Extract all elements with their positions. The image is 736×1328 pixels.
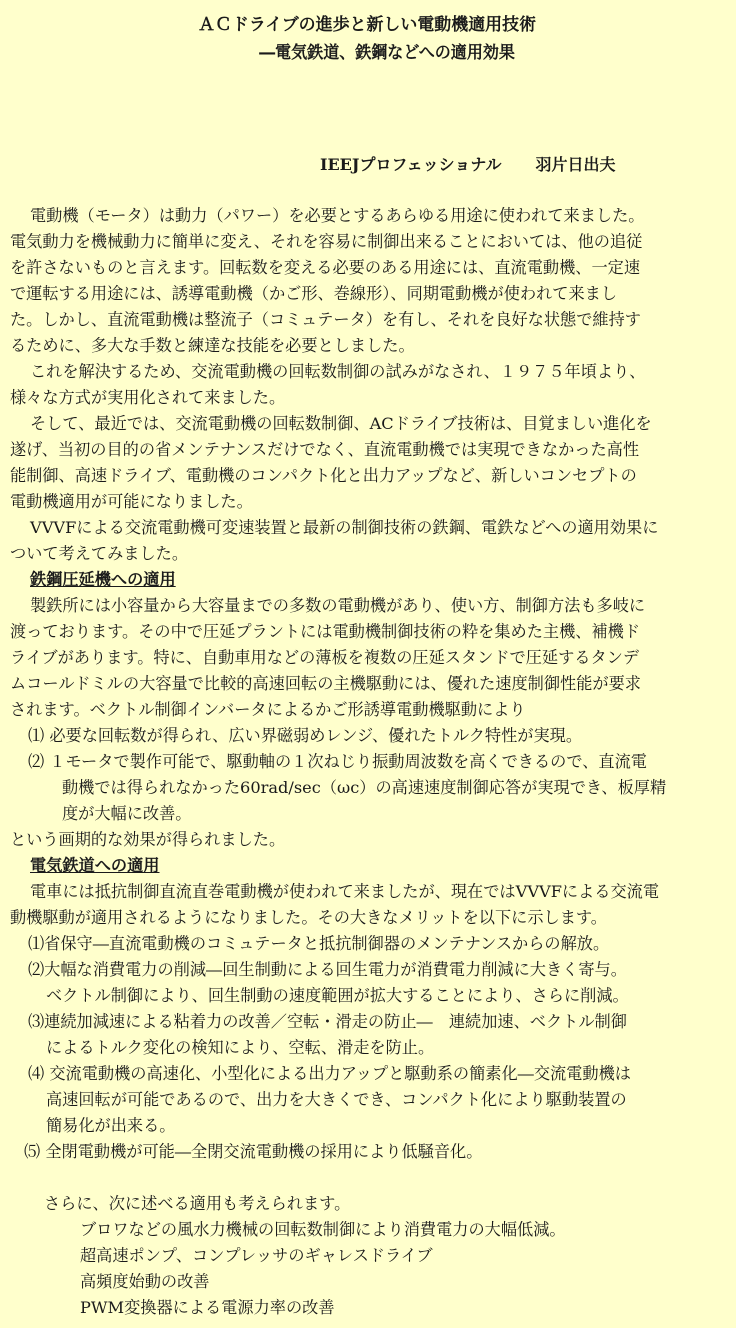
steel-line: 製鉄所には小容量から大容量までの多数の電動機があり、使い方、制御方法も多岐に bbox=[30, 596, 646, 615]
intro-line: た。しかし、直流電動機は整流子（コミュテータ）を有し、それを良好な状態で維持す bbox=[10, 310, 641, 329]
rail-list-item-cont: ベクトル制御により、回生制動の速度範囲が拡大することにより、さらに削減。 bbox=[46, 986, 629, 1005]
further-item: ブロワなどの風水力機械の回転数制御により消費電力の大幅低減。 bbox=[80, 1220, 566, 1239]
document-subtitle: ―電気鉄道、鉄鋼などへの適用効果 bbox=[259, 43, 515, 63]
steel-list-item: ⑴ 必要な回転数が得られ、広い界磁弱めレンジ、優れたトルク特性が実現。 bbox=[28, 726, 583, 745]
steel-list-item-cont: 度が大幅に改善。 bbox=[62, 804, 192, 823]
rail-list-item: ⑷ 交流電動機の高速化、小型化による出力アップと駆動系の簡素化―交流電動機は bbox=[28, 1064, 631, 1083]
intro-line: そして、最近では、交流電動機の回転数制御、ACドライブ技術は、目覚ましい進化を bbox=[30, 414, 652, 433]
intro-line: ついて考えてみました。 bbox=[10, 544, 189, 563]
steel-line: されます。ベクトル制御インバータによるかご形誘導電動機駆動により bbox=[10, 700, 526, 719]
intro-line: これを解決するため、交流電動機の回転数制御の試みがなされ、１９７５年頃より、 bbox=[30, 362, 646, 381]
rail-line: 動機駆動が適用されるようになりました。その大きなメリットを以下に示します。 bbox=[10, 908, 607, 927]
intro-line: 遂げ、当初の目的の省メンテナンスだけでなく、直流電動機では実現できなかった高性 bbox=[10, 440, 640, 459]
steel-line: ムコールドミルの大容量で比較的高速回転の主機駆動には、優れた速度制御性能が要求 bbox=[10, 674, 641, 693]
rail-list-item: ⑴省保守―直流電動機のコミュテータと抵抗制御器のメンテナンスからの解放。 bbox=[28, 934, 610, 953]
steel-line: 渡っております。その中で圧延プラントには電動機制御技術の粋を集めた主機、補機ド bbox=[10, 622, 641, 641]
steel-list-item-cont: 動機では得られなかった60rad/sec（ωc）の高速速度制御応答が実現でき、板厚精 bbox=[62, 778, 667, 797]
intro-line: で運転する用途には、誘導電動機（かご形、巻線形）、同期電動機が使われて来まし bbox=[10, 284, 618, 303]
intro-line: 能制御、高速ドライブ、電動機のコンパクト化と出力アップなど、新しいコンセプトの bbox=[10, 466, 637, 485]
further-item: PWM変換器による電源力率の改善 bbox=[80, 1298, 335, 1317]
document-title: ＡＣドライブの進歩と新しい電動機適用技術 bbox=[197, 15, 537, 35]
author-line bbox=[320, 152, 616, 175]
intro-line: るために、多大な手数と練達な技能を必要としました。 bbox=[10, 336, 415, 355]
further-item: 高頻度始動の改善 bbox=[80, 1272, 210, 1291]
rail-list-item-cont: 高速回転が可能であるので、出力を大きくでき、コンパクト化により駆動装置の bbox=[46, 1090, 627, 1109]
intro-line: 様々な方式が実用化されて来ました。 bbox=[10, 388, 286, 407]
steel-line: ライブがあります。特に、自動車用などの薄板を複数の圧延スタンドで圧延するタンデ bbox=[10, 648, 640, 667]
section-heading-rail: 電気鉄道への適用 bbox=[30, 856, 160, 875]
intro-line: VVVFによる交流電動機可変速装置と最新の制御技術の鉄鋼、電鉄などへの適用効果に bbox=[30, 518, 659, 537]
section-heading-steel: 鉄鋼圧延機への適用 bbox=[30, 570, 176, 589]
rail-list-item: ⑶連続加減速による粘着力の改善／空転・滑走の防止― 連続加速、ベクトル制御 bbox=[28, 1012, 627, 1031]
rail-list-item-cont: 簡易化が出来る。 bbox=[46, 1116, 176, 1135]
intro-line: 電動機適用が可能になりました。 bbox=[10, 492, 253, 511]
rail-list-item: ⑵大幅な消費電力の削減―回生制動による回生電力が消費電力削減に大きく寄与。 bbox=[28, 960, 627, 979]
rail-list-item-cont: によるトルク変化の検知により、空転、滑走を防止。 bbox=[46, 1038, 435, 1057]
intro-line: を許さないものと言えます。回転数を変える必要のある用途には、直流電動機、一定速 bbox=[10, 258, 641, 277]
intro-line: 電気動力を機械動力に簡単に変え、それを容易に制御出来ることにおいては、他の追従 bbox=[10, 232, 643, 251]
author-affiliation: IEEJプロフェッショナル bbox=[320, 155, 502, 174]
rail-line: 電車には抵抗制御直流直巻電動機が使われて来ましたが、現在ではVVVFによる交流電 bbox=[30, 882, 660, 901]
further-intro: さらに、次に述べる適用も考えられます。 bbox=[44, 1194, 351, 1213]
further-item: 超高速ポンプ、コンプレッサのギャレスドライブ bbox=[80, 1246, 433, 1265]
steel-list-item: ⑵ １モータで製作可能で、駆動軸の１次ねじり振動周波数を高くできるので、直流電 bbox=[28, 752, 647, 771]
rail-list-item: ⑸ 全閉電動機が可能―全閉交流電動機の採用により低騒音化。 bbox=[24, 1142, 483, 1161]
intro-line: 電動機（モータ）は動力（パワー）を必要とするあらゆる用途に使われて来ました。 bbox=[30, 206, 645, 225]
steel-line: という画期的な効果が得られました。 bbox=[10, 830, 286, 849]
author-name: 羽片日出夫 bbox=[535, 155, 616, 174]
